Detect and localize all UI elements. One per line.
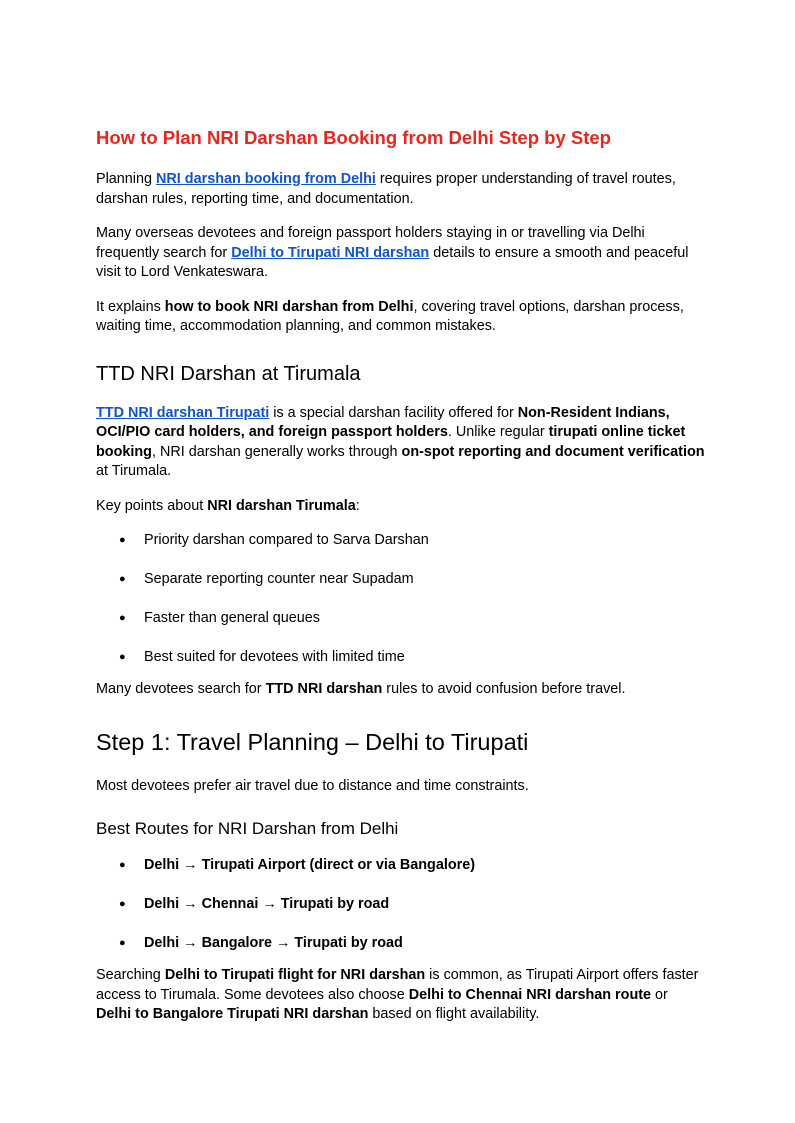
text: :: [355, 497, 360, 514]
bullet-icon: ●: [119, 859, 126, 871]
paragraph-explains: [96, 298, 706, 337]
list-item-text: Faster than general queues: [144, 610, 321, 626]
document-content: [96, 125, 706, 1040]
paragraph-devotees: [96, 224, 706, 283]
bold-text: Non-Resident Indians, OCI/PIO card holders, and foreign passport holders: [96, 404, 670, 440]
list-item-text: Priority darshan compared to Sarva Darshan: [144, 532, 429, 548]
list-item: [96, 895, 706, 914]
list-item-text: Best suited for devotees with limited time: [144, 649, 405, 665]
bold-text: on-spot reporting and document verification: [401, 443, 705, 460]
bold-text: TTD NRI darshan: [265, 681, 383, 697]
bullet-icon: ●: [119, 898, 126, 910]
text: rules to avoid confusion before travel.: [382, 681, 626, 697]
text: at Tirumala.: [96, 463, 172, 479]
page-title: How to Plan NRI Darshan Booking from Delhi Step by Step: [96, 127, 611, 148]
text: or: [651, 986, 668, 1003]
link-delhi-tirupati-nri-darshan[interactable]: Delhi to Tirupati NRI darshan: [231, 244, 430, 261]
text: is a special darshan facility offered for: [269, 404, 518, 421]
link-nri-darshan-booking-delhi[interactable]: NRI darshan booking from Delhi: [156, 171, 376, 187]
bullet-icon: ●: [119, 651, 126, 663]
text: requires proper understanding of travel routes, darshan rules, reporting time, and documentation.: [96, 171, 676, 207]
text: Many devotees search for: [96, 681, 266, 697]
list-item: [96, 934, 706, 953]
paragraph-air-travel: Most devotees prefer air travel due to distance and time constraints.: [96, 777, 529, 794]
list-item-text: Separate reporting counter near Supadam: [144, 571, 414, 587]
key-points-list: [96, 531, 706, 667]
bullet-icon: ●: [119, 534, 126, 546]
paragraph-flights: [96, 966, 706, 1025]
routes-list: [96, 856, 706, 953]
paragraph-ttd-facility: [96, 404, 706, 482]
list-item: [96, 856, 706, 875]
list-item-text: Delhi → Bangalore → Tirupati by road: [144, 935, 403, 951]
text: Key points about: [96, 497, 208, 514]
bullet-icon: ●: [119, 937, 126, 949]
bold-text: Delhi to Tirupati flight for NRI darshan: [164, 967, 426, 983]
text: Planning: [96, 171, 157, 187]
bold-text: NRI darshan Tirumala: [207, 497, 356, 514]
bullet-icon: ●: [119, 573, 126, 585]
bold-text: Delhi to Bangalore Tirupati NRI darshan: [96, 1006, 369, 1022]
text: Searching: [96, 967, 165, 983]
text: based on flight availability.: [368, 1006, 540, 1022]
list-item: [96, 570, 706, 589]
text: It explains: [96, 298, 165, 315]
bold-text: Delhi to Chennai NRI darshan route: [408, 986, 652, 1003]
paragraph-key-points-intro: [96, 497, 706, 517]
text: . Unlike regular: [447, 424, 549, 440]
list-item-text: Delhi → Tirupati Airport (direct or via Bangalore): [144, 857, 476, 873]
list-item: [96, 609, 706, 628]
text: , covering travel options, darshan process, waiting time, accommodation planning, and common mistakes.: [96, 298, 684, 334]
list-item: [96, 531, 706, 550]
heading-step-1: Step 1: Travel Planning – Delhi to Tirupati: [96, 728, 529, 755]
text: is common, as Tirupati Airport offers faster access to Tirumala. Some devotees also choose: [96, 967, 699, 1003]
bold-text: how to book NRI darshan from Delhi: [164, 298, 414, 315]
heading-best-routes: Best Routes for NRI Darshan from Delhi: [96, 819, 399, 838]
text: , NRI darshan generally works through: [151, 443, 402, 460]
list-item-text: Delhi → Chennai → Tirupati by road: [144, 896, 390, 912]
text: details to ensure a smooth and peaceful visit to Lord Venkateswara.: [96, 244, 689, 280]
text: Many overseas devotees and foreign passport holders staying in or travelling via Delhi frequently search for: [96, 225, 645, 261]
paragraph-rules: [96, 680, 706, 700]
heading-ttd-nri-darshan: TTD NRI Darshan at Tirumala: [96, 362, 361, 385]
link-ttd-nri-darshan-tirupati[interactable]: TTD NRI darshan Tirupati: [96, 404, 270, 421]
list-item: [96, 648, 706, 667]
intro-paragraph: [96, 170, 706, 209]
bold-text: tirupati online ticket booking: [96, 424, 686, 460]
bullet-icon: ●: [119, 612, 126, 624]
